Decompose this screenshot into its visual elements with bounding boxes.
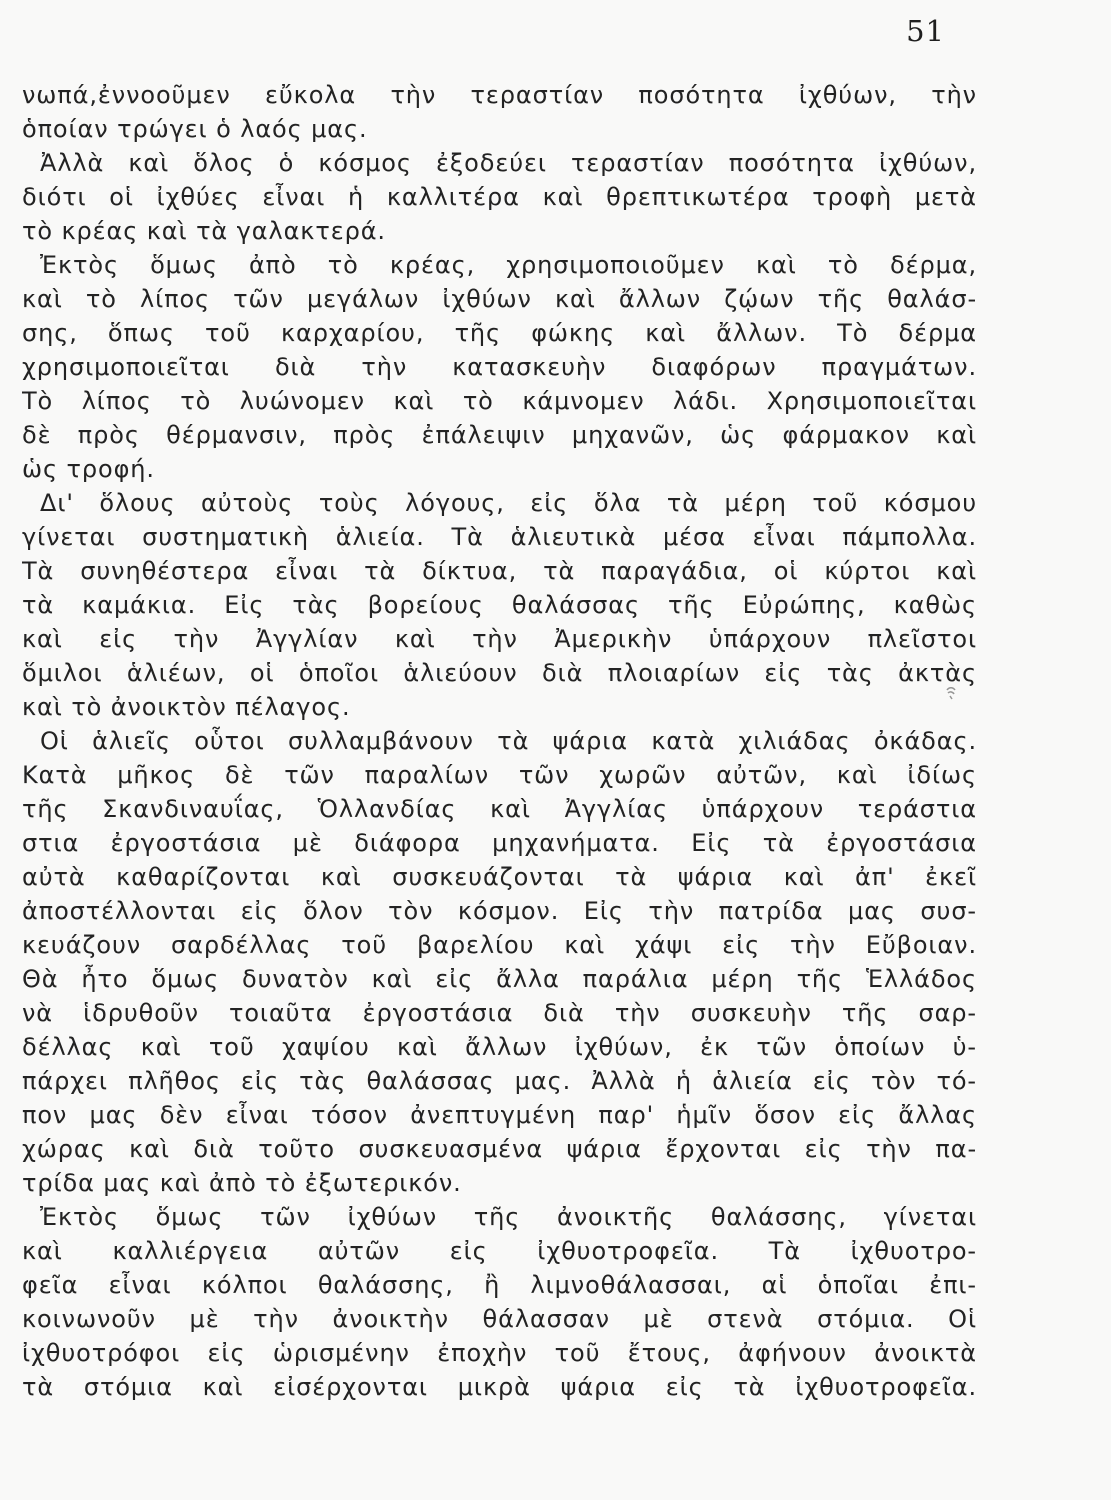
text-line: νωπά,ἐννοοῦμεν εὔκολα τὴν τεραστίαν ποσότητα ἰχθύων, τὴν	[22, 81, 977, 109]
text-line: Τὰ συνηθέστερα εἶναι τὰ δίκτυα, τὰ παραγάδια, οἱ κύρτοι καὶ	[22, 557, 977, 585]
text-line: διότι οἱ ἰχθύες εἶναι ἡ καλλιτέρα καὶ θρεπτικωτέρα τροφὴ μετὰ	[22, 183, 977, 211]
text-line: Δι' ὅλους αὐτοὺς τοὺς λόγους, εἰς ὅλα τὰ μέρη τοῦ κόσμου	[40, 489, 977, 517]
text-line: ὅμιλοι ἁλιέων, οἱ ὁποῖοι ἁλιεύουν διὰ πλοιαρίων εἰς τὰς ἀκτὰς	[22, 659, 977, 687]
text-line: καὶ τὸ ἀνοικτὸν πέλαγος.	[22, 693, 351, 721]
page-number: 51	[906, 14, 945, 48]
text-line: καὶ καλλιέργεια αὐτῶν εἰς ἰχθυοτροφεῖα. Τὰ ἰχθυοτρο-	[22, 1237, 977, 1265]
text-line: πάρχει πλῆθος εἰς τὰς θαλάσσας μας. Ἀλλὰ ἡ ἁλιεία εἰς τὸν τό-	[22, 1067, 977, 1095]
text-line: κευάζουν σαρδέλλας τοῦ βαρελίου καὶ χάψι εἰς τὴν Εὔβοιαν.	[22, 931, 977, 959]
text-line: τὸ κρέας καὶ τὰ γαλακτερά.	[22, 217, 386, 245]
text-line: ὁποίαν τρώγει ὁ λαός μας.	[22, 115, 368, 143]
text-line: Ἐκτὸς ὅμως τῶν ἰχθύων τῆς ἀνοικτῆς θαλάσσης, γίνεται	[40, 1203, 977, 1231]
text-line: Θὰ ἦτο ὅμως δυνατὸν καὶ εἰς ἄλλα παράλια μέρη τῆς Ἑλλάδος	[22, 965, 977, 993]
text-line: Κατὰ μῆκος δὲ τῶν παραλίων τῶν χωρῶν αὐτῶν, καὶ ἰδίως	[22, 761, 977, 789]
ink-smudge-icon	[946, 686, 956, 700]
text-line: ἀποστέλλονται εἰς ὅλον τὸν κόσμον. Εἰς τὴν πατρίδα μας συσ-	[22, 897, 977, 925]
text-line: τὰ καμάκια. Εἰς τὰς βορείους θαλάσσας τῆς Εὐρώπης, καθὼς	[22, 591, 977, 619]
text-line: γίνεται συστηματικὴ ἁλιεία. Τὰ ἁλιευτικὰ μέσα εἶναι πάμπολλα.	[22, 523, 977, 551]
text-line: κοινωνοῦν μὲ τὴν ἀνοικτὴν θάλασσαν μὲ στενὰ στόμια. Οἱ	[22, 1305, 977, 1333]
body-text	[22, 78, 977, 1404]
text-line: πον μας δὲν εἶναι τόσον ἀνεπτυγμένη παρ' ἡμῖν ὅσον εἰς ἄλλας	[22, 1101, 977, 1129]
text-line: χρησιμοποιεῖται διὰ τὴν κατασκευὴν διαφόρων πραγμάτων.	[22, 353, 977, 381]
text-line: τὰ στόμια καὶ εἰσέρχονται μικρὰ ψάρια εἰς τὰ ἰχθυοτροφεῖα.	[22, 1373, 977, 1401]
text-line: στια ἐργοστάσια μὲ διάφορα μηχανήματα. Εἰς τὰ ἐργοστάσια	[22, 829, 977, 857]
text-line: φεῖα εἶναι κόλποι θαλάσσης, ἢ λιμνοθάλασσαι, αἱ ὁποῖαι ἐπι-	[22, 1271, 977, 1299]
text-line: τῆς Σκανδιναυΐας, Ὁλλανδίας καὶ Ἀγγλίας ὑπάρχουν τεράστια	[22, 795, 977, 823]
text-line: καὶ τὸ λίπος τῶν μεγάλων ἰχθύων καὶ ἄλλων ζῴων τῆς θαλάσ-	[22, 285, 977, 313]
text-line: χώρας καὶ διὰ τοῦτο συσκευασμένα ψάρια ἔρχονται εἰς τὴν πα-	[22, 1135, 977, 1163]
text-line: καὶ εἰς τὴν Ἀγγλίαν καὶ τὴν Ἀμερικὴν ὑπάρχουν πλεῖστοι	[22, 625, 977, 653]
text-line: Οἱ ἁλιεῖς οὗτοι συλλαμβάνουν τὰ ψάρια κατὰ χιλιάδας ὀκάδας.	[40, 727, 977, 755]
text-line: ὡς τροφή.	[22, 455, 155, 483]
text-line: τρίδα μας καὶ ἀπὸ τὸ ἐξωτερικόν.	[22, 1169, 462, 1197]
text-line: ἰχθυοτρόφοι εἰς ὡρισμένην ἐποχὴν τοῦ ἔτους, ἀφήνουν ἀνοικτὰ	[22, 1339, 977, 1367]
text-line: δέλλας καὶ τοῦ χαψίου καὶ ἄλλων ἰχθύων, ἐκ τῶν ὁποίων ὑ-	[22, 1033, 977, 1061]
text-line: δὲ πρὸς θέρμανσιν, πρὸς ἐπάλειψιν μηχανῶν, ὡς φάρμακον καὶ	[22, 421, 977, 449]
text-line: σης, ὅπως τοῦ καρχαρίου, τῆς φώκης καὶ ἄλλων. Τὸ δέρμα	[22, 319, 977, 347]
text-line: Ἀλλὰ καὶ ὅλος ὁ κόσμος ἐξοδεύει τεραστίαν ποσότητα ἰχθύων,	[40, 149, 977, 177]
text-line: Τὸ λίπος τὸ λυώνομεν καὶ τὸ κάμνομεν λάδι. Χρησιμοποιεῖται	[22, 387, 977, 415]
text-line: αὐτὰ καθαρίζονται καὶ συσκευάζονται τὰ ψάρια καὶ ἀπ' ἐκεῖ	[22, 863, 977, 891]
text-line: νὰ ἱδρυθοῦν τοιαῦτα ἐργοστάσια διὰ τὴν συσκευὴν τῆς σαρ-	[22, 999, 977, 1027]
text-line: Ἐκτὸς ὅμως ἀπὸ τὸ κρέας, χρησιμοποιοῦμεν καὶ τὸ δέρμα,	[40, 251, 977, 279]
